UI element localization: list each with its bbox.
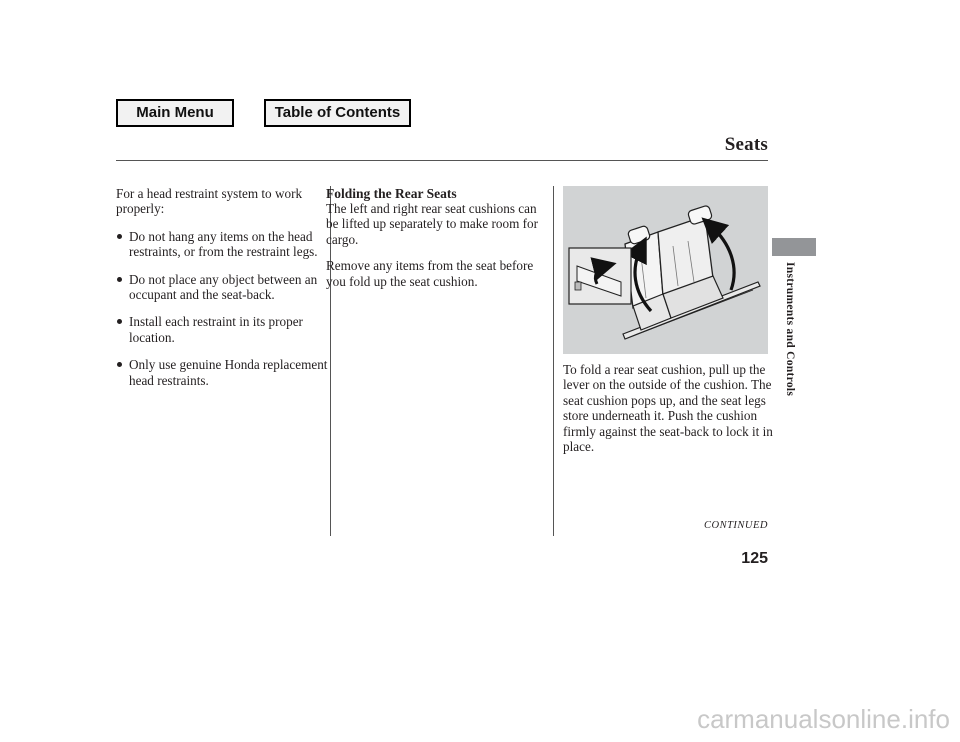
page-number: 125 bbox=[741, 550, 768, 567]
folding-paragraph-2: Remove any items from the seat before you fold up the seat cushion. bbox=[326, 258, 534, 289]
bullet-icon bbox=[117, 277, 122, 282]
bullet-icon bbox=[117, 234, 122, 239]
list-item-text: Only use genuine Honda replacement head restraints. bbox=[129, 357, 328, 388]
folding-paragraph-1: The left and right rear seat cushions can be lifted up separately to make room for cargo. bbox=[326, 201, 539, 247]
continued-label: CONTINUED bbox=[703, 520, 768, 531]
list-item bbox=[116, 272, 328, 303]
chapter-label: Instruments and Controls bbox=[784, 262, 796, 397]
chapter-tab-marker bbox=[772, 238, 816, 256]
list-item bbox=[116, 314, 328, 345]
bullet-icon bbox=[117, 319, 122, 324]
list-item bbox=[116, 357, 328, 388]
header-divider bbox=[116, 160, 768, 161]
column-divider-right bbox=[553, 186, 554, 536]
folding-seats-column bbox=[326, 186, 548, 300]
fold-instructions-text: To fold a rear seat cushion, pull up the lever on the outside of the cushion. The seat cushion pops up, and the seat legs store underneath it. Push the cushion firmly against the seat-back to lock it in place. bbox=[563, 362, 773, 455]
fold-instructions-column bbox=[563, 362, 773, 454]
rear-seat-illustration bbox=[563, 186, 768, 354]
section-title: Seats bbox=[724, 134, 768, 155]
intro-text: For a head restraint system to work properly: bbox=[116, 186, 303, 217]
list-item-text: Do not place any object between an occupant and the seat-back. bbox=[129, 271, 318, 303]
table-of-contents-button[interactable]: Table of Contents bbox=[264, 99, 411, 127]
rear-seat-drawing bbox=[563, 186, 768, 354]
main-menu-button[interactable]: Main Menu bbox=[116, 99, 234, 127]
list-item-text: Install each restraint in its proper location. bbox=[129, 314, 303, 345]
head-restraint-column bbox=[116, 186, 328, 400]
list-item-text: Do not hang any items on the head restraints, or from the restraint legs. bbox=[129, 228, 318, 260]
watermark-text: carmanualsonline.info bbox=[697, 704, 950, 734]
restraint-rules-list bbox=[116, 229, 328, 388]
list-item bbox=[116, 229, 328, 260]
bullet-icon bbox=[117, 362, 122, 367]
folding-heading: Folding the Rear Seats bbox=[326, 186, 457, 201]
